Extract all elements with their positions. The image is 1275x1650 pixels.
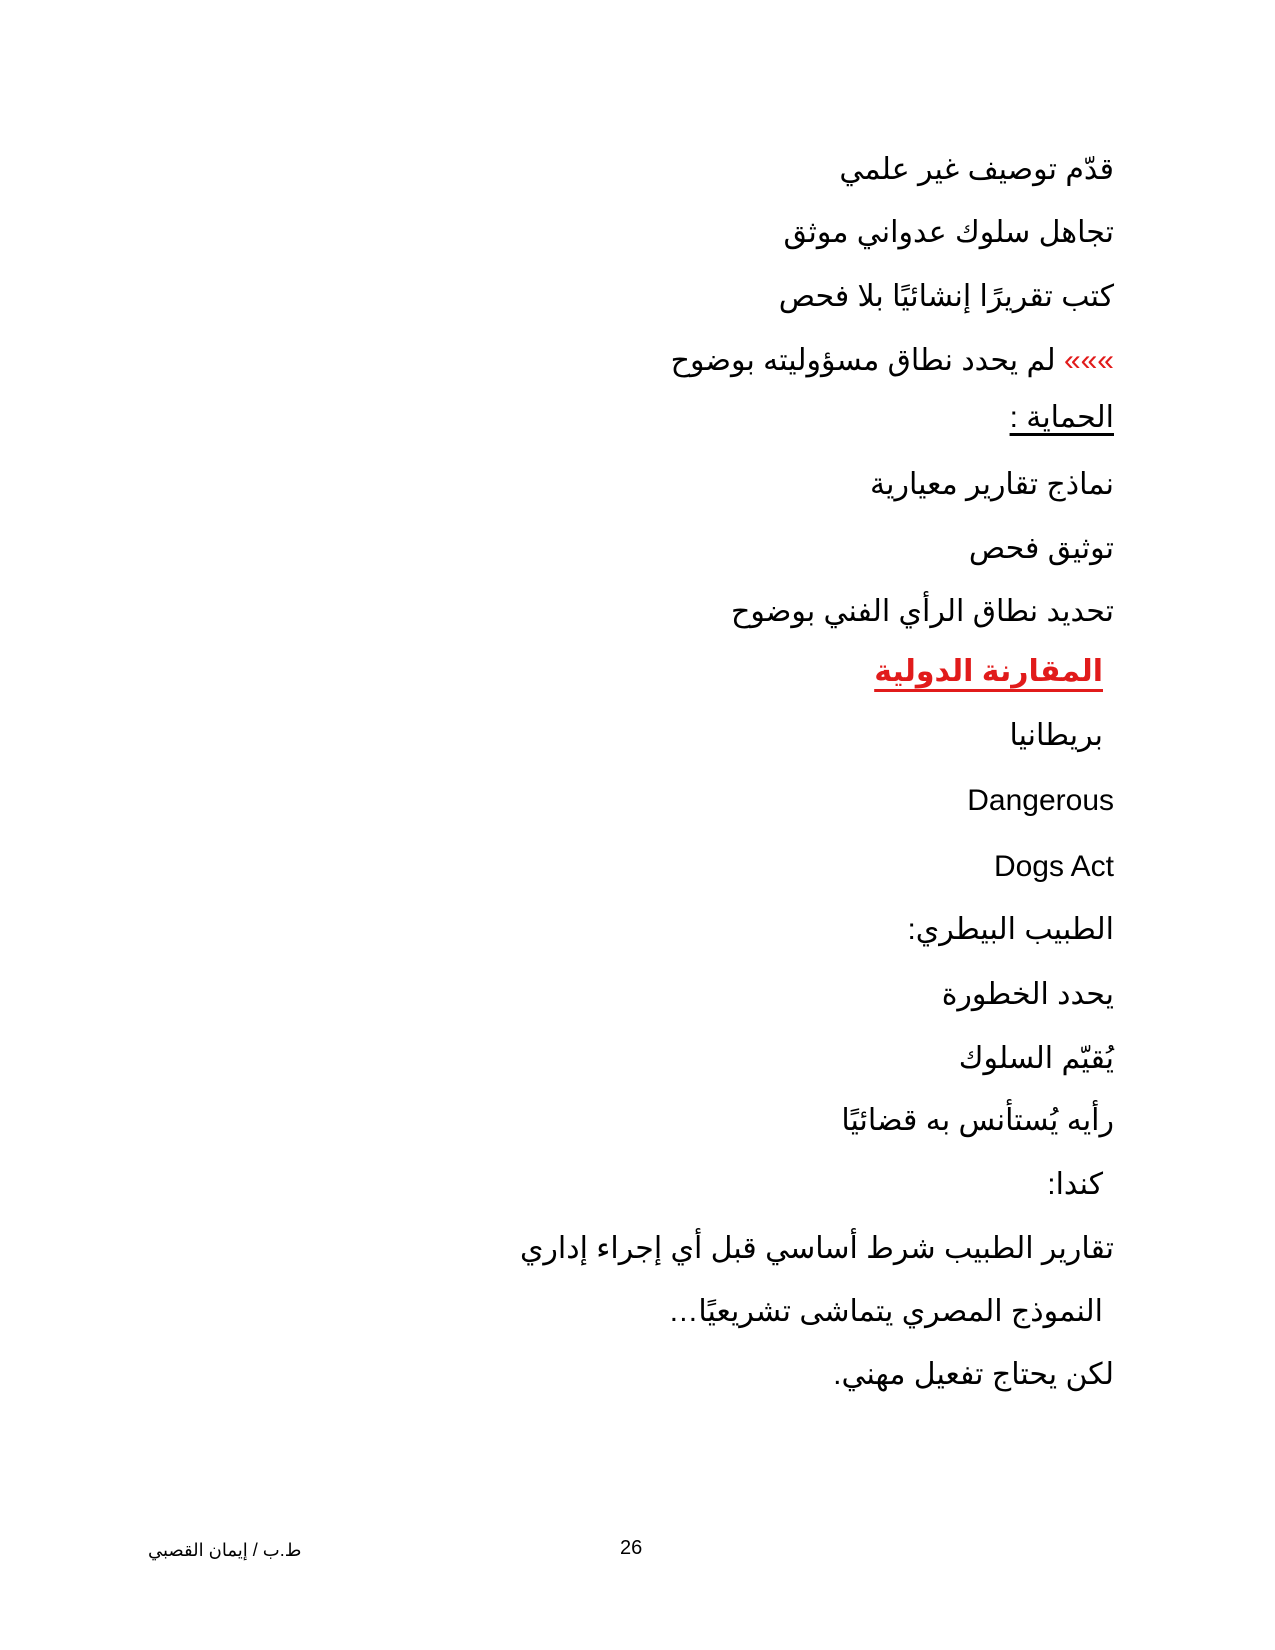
section-heading-protection: الحماية :	[1009, 401, 1114, 434]
text-line: رأيه يُستأنس به قضائيًا	[841, 1104, 1114, 1137]
section-heading-international-comparison: المقارنة الدولية	[874, 655, 1103, 688]
text-line-english: Dogs Act	[993, 850, 1114, 883]
footer-author: ط.ب / إيمان القصبي	[148, 1540, 302, 1560]
text-line: نماذج تقارير معيارية	[870, 468, 1114, 501]
text-line: لكن يحتاج تفعيل مهني.	[833, 1358, 1114, 1391]
page-number: 26	[620, 1537, 643, 1559]
text-line-content: لم يحدد نطاق مسؤوليته بوضوح	[670, 344, 1056, 377]
text-line: قدّم توصيف غير علمي	[839, 153, 1114, 186]
text-line: تحديد نطاق الرأي الفني بوضوح	[730, 595, 1114, 628]
text-line-with-marker	[671, 341, 1114, 381]
arrow-marker: »»»	[1063, 344, 1114, 377]
text-line: تقارير الطبيب شرط أساسي قبل أي إجراء إداري	[519, 1232, 1114, 1265]
text-line: الطبيب البيطري:	[907, 913, 1114, 946]
text-line-english: Dangerous	[967, 784, 1114, 817]
text-line: يُقيّم السلوك	[958, 1042, 1114, 1075]
text-line: يحدد الخطورة	[941, 978, 1114, 1011]
text-line: تجاهل سلوك عدواني موثق	[783, 216, 1114, 249]
text-line: كندا:	[1047, 1168, 1103, 1201]
text-line: بريطانيا	[1009, 719, 1103, 752]
text-line: كتب تقريرًا إنشائيًا بلا فحص	[778, 280, 1114, 313]
text-line: توثيق فحص	[968, 532, 1114, 565]
text-line: النموذج المصري يتماشى تشريعيًا…	[668, 1295, 1103, 1328]
